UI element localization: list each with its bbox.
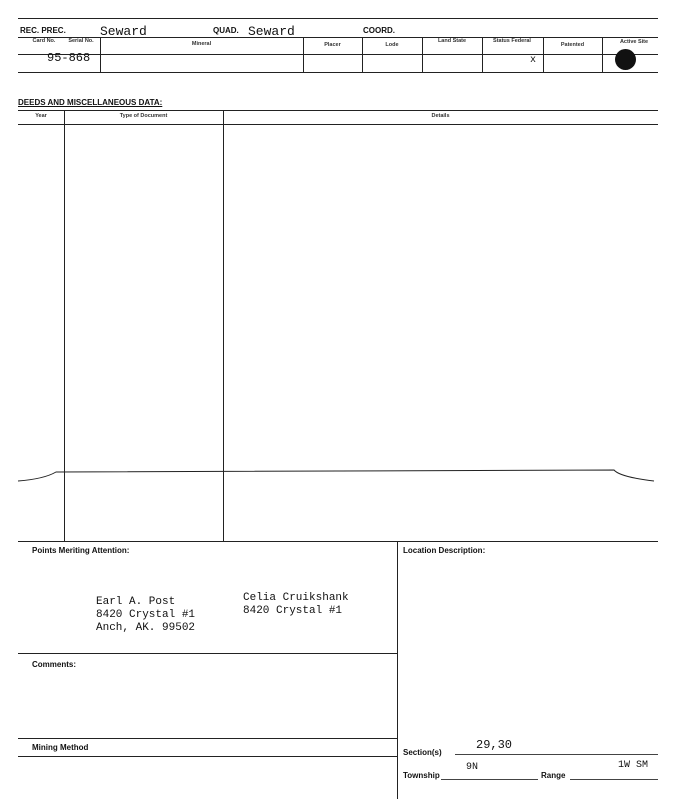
deeds-section-title: DEEDS AND MISCELLANEOUS DATA: [18,98,163,107]
col-status-federal: Status Federal [493,38,531,44]
record-row-bottom [18,72,658,73]
contact-1-street: 8420 Crystal #1 [96,609,196,621]
points-label: Points Meriting Attention: [32,546,130,555]
status-federal-mark: x [530,55,537,66]
sections-label: Section(s) [403,748,442,757]
col-card-no: Card No. [32,38,56,44]
deeds-header-top [18,110,658,111]
contact-2 [243,592,349,618]
col-placer: Placer [324,42,341,48]
bottom-divider [397,541,398,799]
quad-label: QUAD. [213,26,239,35]
comments-label: Comments: [32,660,77,669]
rec-prec-label: REC. PREC. [20,26,66,35]
col-land-state: Land State [437,38,467,44]
township-label: Township [403,771,440,780]
rec-prec-value: Seward [100,24,147,39]
sections-value: 29,30 [476,738,513,752]
contact-2-street: 8420 Crystal #1 [243,605,343,617]
deeds-col-year: Year [35,113,47,119]
col-divider [602,37,603,72]
top-rule [18,18,658,19]
header-band-bottom [18,54,658,55]
comments-top [18,653,397,654]
township-underline [441,779,538,780]
contact-1 [96,596,195,635]
contact-1-name: Earl A. Post [96,596,176,608]
fold-seam [14,465,662,487]
col-patented: Patented [560,42,585,48]
township-value: 9N [466,762,479,773]
col-serial-no: Serial No. [68,38,94,44]
col-lode: Lode [385,42,399,48]
header-band-top [18,37,658,38]
active-site-dot [615,49,636,70]
col-active-site: Active Site [619,39,649,45]
contact-1-city: Anch, AK. 99502 [96,622,196,634]
col-divider [482,37,483,72]
range-underline [570,779,658,780]
deeds-col-details: Details [431,113,450,119]
range-value: 1W SM [618,760,649,771]
sections-underline [455,754,658,755]
mining-top [18,738,397,739]
mining-method-label: Mining Method [32,743,89,752]
location-description-label: Location Description: [403,546,486,555]
deeds-col-type: Type of Document [119,113,168,119]
quad-value: Seward [248,24,295,39]
range-label: Range [541,771,566,780]
mining-rule [18,756,397,757]
contact-2-name: Celia Cruikshank [243,592,349,604]
coord-label: COORD. [363,26,395,35]
card-no-value: 95-868 [47,51,91,65]
col-divider [422,37,423,72]
col-mineral: Mineral [191,41,212,47]
bottom-section-top [18,541,658,542]
deeds-header-bottom [18,124,658,125]
